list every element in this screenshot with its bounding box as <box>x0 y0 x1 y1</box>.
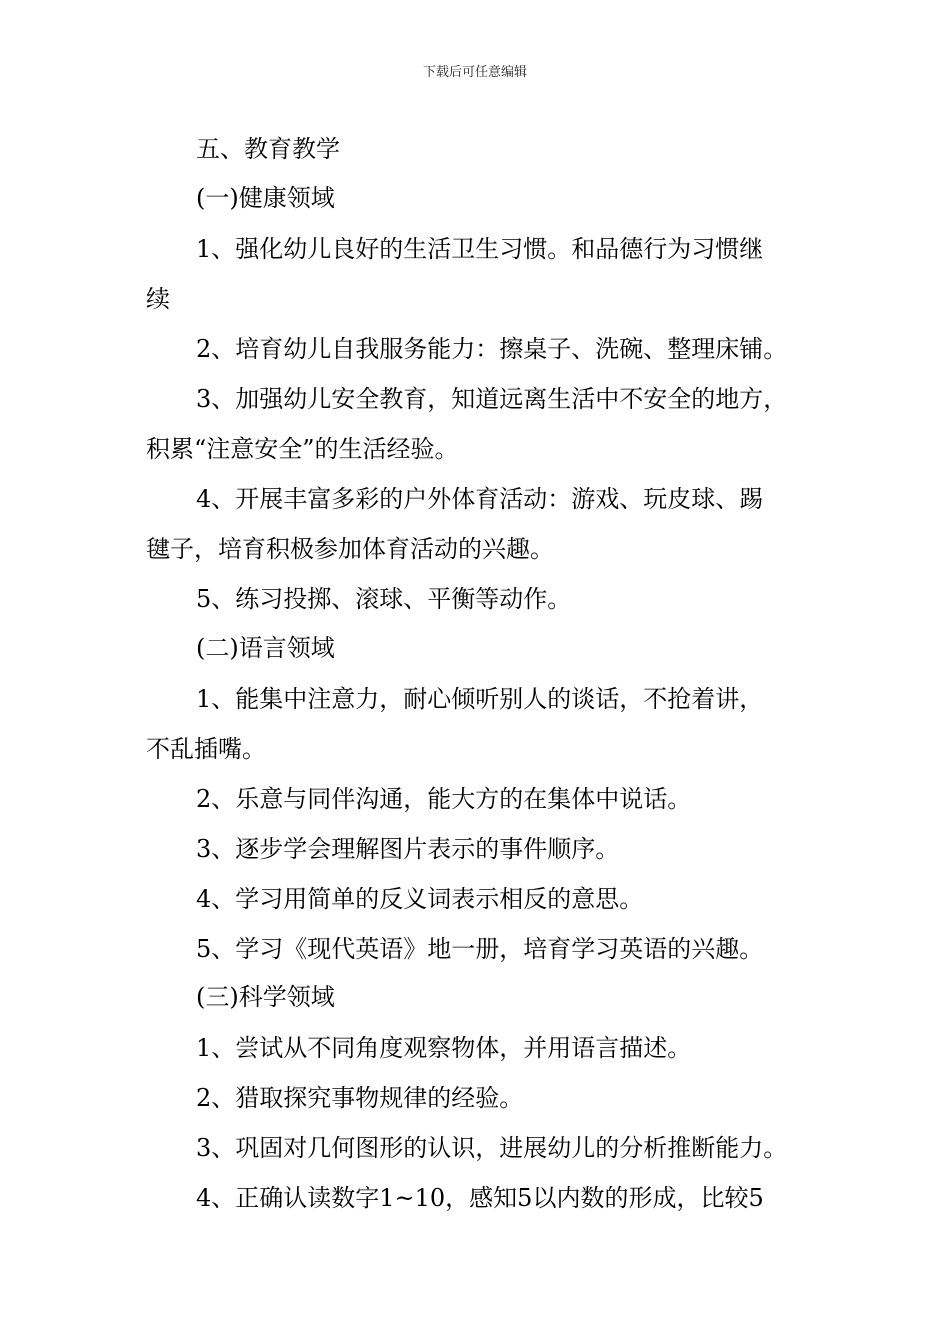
page-header: 下载后可任意编辑 <box>422 65 527 80</box>
paragraph-line: 5、练习投掷、滚球、平衡等动作。 <box>196 585 572 613</box>
paragraph-line: 4、开展丰富多彩的户外体育活动：游戏、玩皮球、踢 <box>196 485 764 513</box>
paragraph-line: 1、尝试从不同角度观察物体，并用语言描述。 <box>196 1034 692 1062</box>
section-heading: 五、教育教学 <box>196 135 340 163</box>
paragraph-line: 续 <box>146 285 170 313</box>
paragraph-line: 1、能集中注意力，耐心倾听别人的谈话，不抢着讲， <box>196 685 764 713</box>
subsection-heading-health: (一)健康领域 <box>196 184 335 212</box>
paragraph-line: 1、强化幼儿良好的生活卫生习惯。和品德行为习惯继 <box>196 235 764 263</box>
paragraph-line: 3、巩固对几何图形的认识，进展幼儿的分析推断能力。 <box>196 1134 788 1162</box>
paragraph-line: 毽子，培育积极参加体育活动的兴趣。 <box>146 535 554 563</box>
paragraph-line: 不乱插嘴。 <box>146 735 266 763</box>
paragraph-line: 4、学习用简单的反义词表示相反的意思。 <box>196 885 644 913</box>
paragraph-line: 2、猎取探究事物规律的经验。 <box>196 1084 524 1112</box>
paragraph-line: 3、逐步学会理解图片表示的事件顺序。 <box>196 835 620 863</box>
subsection-heading-language: (二)语言领域 <box>196 634 335 662</box>
paragraph-line: 积累“注意安全”的生活经验。 <box>146 435 459 463</box>
paragraph-line: 2、培育幼儿自我服务能力：擦桌子、洗碗、整理床铺。 <box>196 335 788 363</box>
subsection-heading-science: (三)科学领域 <box>196 983 335 1011</box>
paragraph-line: 5、学习《现代英语》地一册，培育学习英语的兴趣。 <box>196 935 764 963</box>
paragraph-line: 4、正确认读数字1~10，感知5以内数的形成，比较5 <box>196 1184 764 1212</box>
paragraph-line: 3、加强幼儿安全教育，知道远离生活中不安全的地方， <box>196 385 788 413</box>
paragraph-line: 2、乐意与同伴沟通，能大方的在集体中说话。 <box>196 785 692 813</box>
